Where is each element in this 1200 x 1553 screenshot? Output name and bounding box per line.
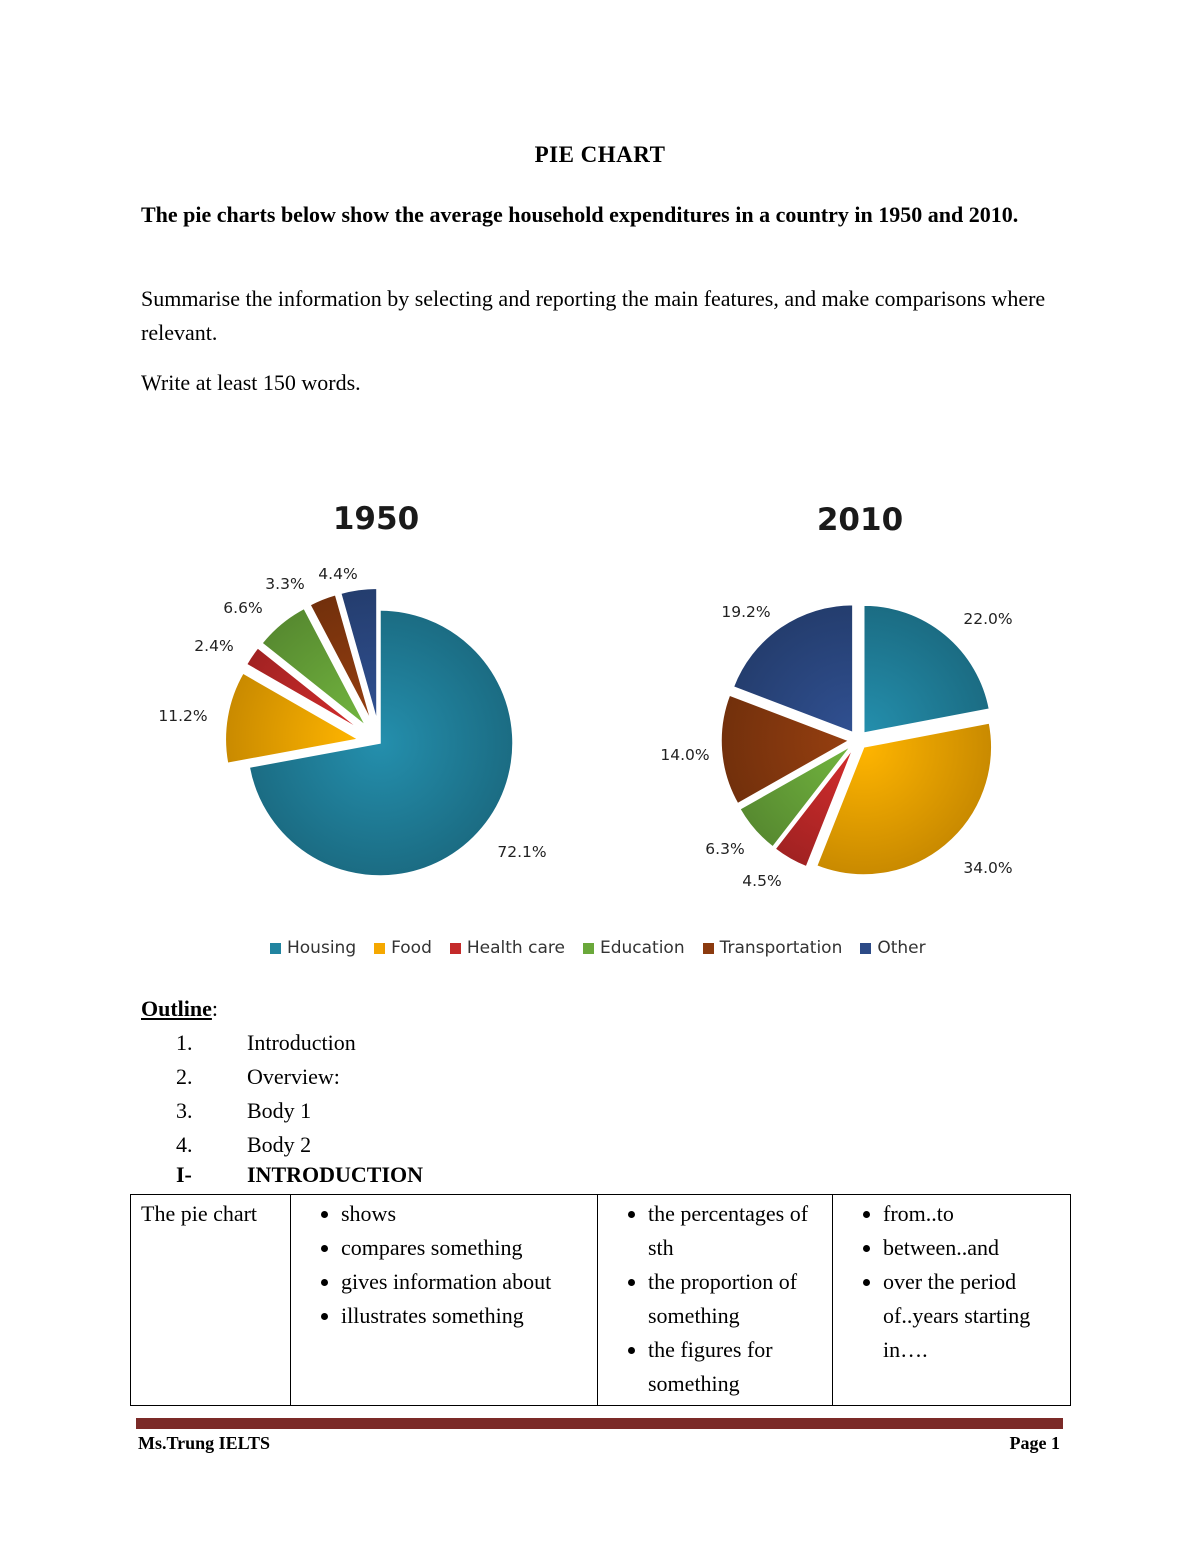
pie-1950 — [158, 565, 546, 876]
list-item: • shows — [341, 1197, 591, 1231]
legend-swatch — [860, 943, 871, 954]
list-item: • from..to — [883, 1197, 1064, 1231]
list-item: • between..and — [883, 1231, 1064, 1265]
list-item-text: Overview: — [247, 1064, 340, 1089]
pie-slice-food — [817, 723, 992, 875]
section-number: I- — [176, 1162, 192, 1187]
page-number: Page 1 — [1009, 1433, 1060, 1453]
data-label-transportation: 14.0% — [660, 746, 710, 764]
list-item: • over the period of..years starting in…. — [883, 1265, 1064, 1367]
data-label-other: 19.2% — [721, 603, 771, 621]
legend-label: Other — [877, 938, 926, 958]
table-cell-subject — [131, 1195, 291, 1406]
bullet-list — [608, 1197, 826, 1401]
section-title: INTRODUCTION — [247, 1162, 424, 1187]
legend-item-food — [374, 938, 432, 958]
legend-item-other — [860, 938, 925, 958]
outline-heading: Outline: — [141, 996, 219, 1021]
legend-swatch — [374, 943, 385, 954]
bullet-list — [843, 1197, 1064, 1367]
footer-divider — [136, 1418, 1063, 1429]
list-item-number: 4. — [176, 1132, 193, 1157]
task-prompt: The pie charts below show the average household expenditures in a country in 1950 and 2010. — [141, 202, 1019, 227]
chart-title-2010: 2010 — [816, 502, 904, 538]
outline-heading-text: Outline — [141, 996, 212, 1021]
list-item-text: Body 1 — [247, 1098, 312, 1123]
legend-label: Education — [599, 938, 685, 958]
word-limit: Write at least 150 words. — [141, 370, 361, 395]
footer-author: Ms.Trung IELTS — [138, 1433, 271, 1453]
list-item-text: Introduction — [247, 1030, 356, 1055]
list-item — [176, 1130, 356, 1164]
list-item — [176, 1096, 356, 1130]
list-item — [176, 1062, 356, 1096]
data-label-education: 6.6% — [223, 599, 263, 617]
introduction-table — [130, 1194, 1071, 1406]
section-heading-introduction — [176, 1162, 423, 1188]
legend-item-housing — [270, 938, 356, 958]
legend-label: Transportation — [719, 938, 843, 958]
table-cell-time — [833, 1195, 1071, 1406]
list-item: • gives information about — [341, 1265, 591, 1299]
data-label-other: 4.4% — [318, 565, 358, 583]
data-label-health-care: 4.5% — [742, 872, 782, 890]
legend-swatch — [450, 943, 461, 954]
table-row — [131, 1195, 1071, 1406]
page-title: PIE CHART — [534, 142, 666, 167]
data-label-education: 6.3% — [705, 840, 745, 858]
legend-label: Food — [391, 938, 432, 958]
list-item: • the proportion of something — [648, 1265, 826, 1333]
list-item-number: 3. — [176, 1098, 193, 1123]
list-item: • compares something — [341, 1231, 591, 1265]
legend-swatch — [703, 943, 714, 954]
list-item: • the figures for something — [648, 1333, 826, 1401]
legend-label: Health care — [466, 938, 565, 958]
table-cell-objects — [598, 1195, 833, 1406]
data-label-food: 34.0% — [963, 859, 1013, 877]
pie-2010 — [660, 603, 1012, 890]
list-item: • the percentages of sth — [648, 1197, 826, 1265]
list-item-number: 1. — [176, 1030, 193, 1055]
list-item: • illustrates something — [341, 1299, 591, 1333]
bullet-list — [301, 1197, 591, 1333]
outline-list — [176, 1028, 356, 1164]
pie-charts — [0, 490, 1200, 930]
list-item-number: 2. — [176, 1064, 193, 1089]
task-instruction: Summarise the information by selecting and reporting the main features, and make comparisons where relevant. — [141, 286, 1046, 345]
data-label-housing: 72.1% — [497, 843, 547, 861]
data-label-housing: 22.0% — [963, 610, 1013, 628]
cell-text: The pie chart — [141, 1201, 258, 1226]
chart-legend — [270, 938, 990, 958]
legend-swatch — [270, 943, 281, 954]
list-item — [176, 1028, 356, 1062]
data-label-health-care: 2.4% — [194, 637, 234, 655]
data-label-food: 11.2% — [158, 707, 208, 725]
legend-swatch — [583, 943, 594, 954]
table-cell-verbs — [291, 1195, 598, 1406]
legend-label: Housing — [287, 938, 357, 958]
list-item-text: Body 2 — [247, 1132, 312, 1157]
data-label-transportation: 3.3% — [265, 575, 305, 593]
legend-item-health-care — [450, 938, 565, 958]
legend-item-education — [583, 938, 685, 958]
chart-title-1950: 1950 — [332, 501, 420, 537]
legend-item-transportation — [703, 938, 843, 958]
